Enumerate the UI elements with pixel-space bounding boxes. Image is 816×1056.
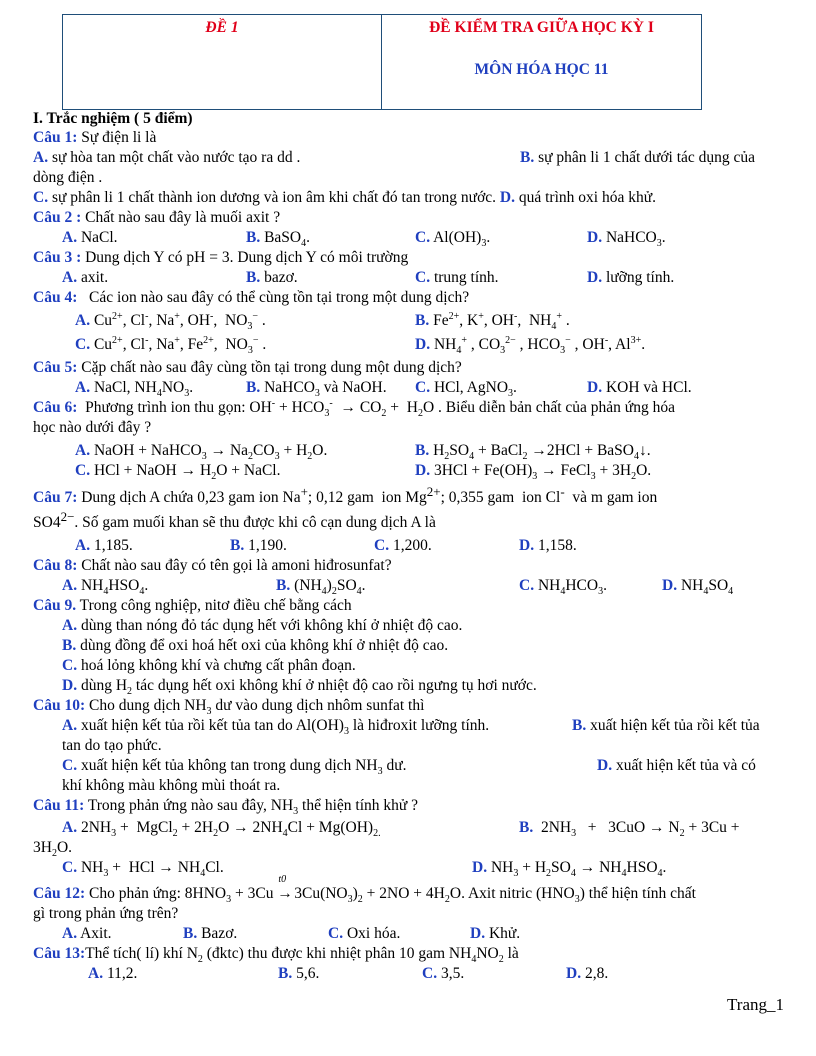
q5-option-d: D. KOH và HCl. xyxy=(587,379,692,396)
q10-option-c: C. xuất hiện kết tủa không tan trong dung dịch $NH_3$ dư. xyxy=(62,757,407,778)
section-title: I. Trắc nghiệm ( 5 điểm) xyxy=(33,110,193,127)
exam-code: ĐỀ 1 xyxy=(205,19,239,36)
header-left-cell xyxy=(63,15,382,109)
q11-option-d: D. $NH_3 + H_2SO_4 \to NH_4HSO_4$. xyxy=(472,859,667,880)
question-2: Câu 2 : Chất nào sau đây là muối axit ? xyxy=(33,209,281,226)
q2-option-a: A. NaCl. xyxy=(62,229,118,246)
question-3: Câu 3 : Dung dịch Y có pH = 3. Dung dịch Y có môi trường xyxy=(33,249,409,266)
q9-option-d: D. dùng $H_2$ tác dụng hết oxi không khí ở nhiệt độ cao rồi ngưng tụ hơi nước. xyxy=(62,677,537,698)
q1-option-c: C. sự phân li 1 chất thành ion dương và ion âm khi chất đó tan trong nước. D. quá trình oxi hóa khử. xyxy=(33,189,656,206)
q3-option-c: C. trung tính. xyxy=(415,269,499,286)
q4-option-a: A. $Cu^{2+}$, Cl-, Na+, OH-, $NO_3^-$ . xyxy=(75,310,266,333)
q8-option-d: D. $NH_4SO_4$ xyxy=(662,577,734,598)
q10-option-b-cont: tan do tạo phức. xyxy=(62,737,162,754)
q6-option-d: D. $3HCl + Fe(OH)_3$ → FeCl$_3$ + $3H_2O$. xyxy=(415,462,652,483)
exam-header xyxy=(62,14,702,110)
q9-option-c: C. hoá lỏng không khí và chưng cất phân đoạn. xyxy=(62,657,356,674)
q5-option-a: A. NaCl, $NH_4NO_3$. xyxy=(75,379,194,400)
q4-option-d: D. $NH_4^+$ , $CO_3^{2-}$ , $HCO_3^-$ , OH-, $Al^{3+}$. xyxy=(415,334,646,357)
q7-option-b: B. 1,190. xyxy=(230,537,287,554)
q12-option-d: D. Khử. xyxy=(470,925,521,942)
question-4: Câu 4: Các ion nào sau đây có thể cùng tồn tại trong một dung dịch? xyxy=(33,289,470,306)
q6-question-cont: học nào dưới đây ? xyxy=(33,419,152,436)
q3-option-b: B. bazơ. xyxy=(246,269,298,286)
subject-title: MÔN HÓA HỌC 11 xyxy=(474,60,609,78)
q1-option-b: B. sự phân li 1 chất dưới tác dụng của xyxy=(520,149,756,166)
q6-option-b: B. $H_2SO_4$ + BaCl$_2$ →2HCl + BaSO$_4$↓. xyxy=(415,442,651,463)
q13-option-b: B. 5,6. xyxy=(278,965,320,982)
q5-option-c: C. HCl, AgNO$_3$. xyxy=(415,379,517,400)
q10-option-d-cont: khí không màu không mùi thoát ra. xyxy=(62,777,281,794)
q2-option-c: C. $Al(OH)_3$. xyxy=(415,229,491,250)
q11-option-b: B. $2NH_3 + 3CuO \to N_2 + 3Cu$ + xyxy=(519,819,740,840)
question-10: Câu 10: Cho dung dịch $NH_3$ dư vào dung dịch nhôm sunfat thì xyxy=(33,697,425,718)
question-12: Câu 12: Cho phản ứng: $8HNO_3 + 3Cu$ t0 → $3Cu(NO_3)_2 + 2NO + 4H_2O$. Axit nitric $(HNO_3)$ thể hiện tính chất xyxy=(33,874,696,906)
question-11: Câu 11: Trong phản ứng nào sau đây, $NH_3$ thể hiện tính khử ? xyxy=(33,797,419,818)
q10-option-a: A. xuất hiện kết tủa rồi kết tủa tan do $Al(OH)_3$ là hiđroxit lưỡng tính. xyxy=(62,717,490,738)
question-8: Câu 8: Chất nào sau đây có tên gọi là amoni hiđrosunfat? xyxy=(33,557,392,574)
q12-option-a: A. Axit. xyxy=(62,925,112,942)
q13-option-c: C. 3,5. xyxy=(422,965,465,982)
q7-question-cont: $SO4^{2-}$. Số gam muối khan sẽ thu được khi cô cạn dung dịch A là xyxy=(33,508,436,531)
q9-option-a: A. dùng than nóng đỏ tác dụng hết với không khí ở nhiệt độ cao. xyxy=(62,617,463,634)
q11-option-b-cont: $3H_2O$. xyxy=(33,839,73,860)
exam-title: ĐỀ KIỂM TRA GIỮA HỌC KỲ I xyxy=(429,19,654,36)
q4-option-c: C. $Cu^{2+}$, Cl-, Na+, $Fe^{2+}$, $NO_3^-$ . xyxy=(75,334,267,357)
q5-option-b: B. NaHCO$_3$ và NaOH. xyxy=(246,379,387,400)
header-right-cell xyxy=(382,15,701,109)
question-7: Câu 7: Dung dịch A chứa 0,23 gam ion Na+; 0,12 gam ion $Mg^{2+}$; 0,355 gam ion Cl- và m gam ion xyxy=(33,483,658,506)
question-9: Câu 9. Trong công nghiệp, nitơ điều chế bằng cách xyxy=(33,597,352,614)
q7-option-a: A. 1,185. xyxy=(75,537,133,554)
q11-option-c: C. $NH_3$ + HCl → $NH_4Cl$. xyxy=(62,859,224,880)
q8-option-b: B. $(NH_4)_2SO_4$. xyxy=(276,577,366,598)
q12-option-c: C. Oxi hóa. xyxy=(328,925,401,942)
question-13: Câu 13:Thể tích( lí) khí $N_2$ (đktc) thu được khi nhiệt phân 10 gam $NH_4NO_2$ là xyxy=(33,945,519,966)
q6-option-a: A. NaOH + NaHCO$_3$ → $Na_2CO_3 + H_2O$. xyxy=(75,442,328,463)
question-1: Câu 1: Sự điện li là xyxy=(33,129,157,146)
q12-question-cont: gì trong phản ứng trên? xyxy=(33,905,179,922)
q4-option-b: B. $Fe^{2+}$, K+, OH-, $NH_4^+$ . xyxy=(415,310,570,333)
q10-option-b: B. xuất hiện kết tủa rồi kết tủa xyxy=(572,717,760,734)
q11-option-a: A. $2NH_3$ + MgCl$_2$ + $2H_2O \to 2NH_4Cl + Mg(OH)_{2.}$ xyxy=(62,819,381,840)
q13-option-d: D. 2,8. xyxy=(566,965,609,982)
question-5: Câu 5: Cặp chất nào sau đây cùng tồn tại trong dung một dung dịch? xyxy=(33,359,462,376)
q7-option-d: D. 1,158. xyxy=(519,537,577,554)
question-6: Câu 6: Phương trình ion thu gọn: $OH^- + HCO_3^- \to CO_2 + H_2O$ . Biểu diễn bản chất của phản ứng hóa xyxy=(33,397,675,420)
q8-option-a: A. $NH_4HSO_4$. xyxy=(62,577,149,598)
q7-option-c: C. 1,200. xyxy=(374,537,432,554)
q1-option-b-cont: dòng điện . xyxy=(33,169,103,186)
q1-option-a: A. sự hòa tan một chất vào nước tạo ra dd . xyxy=(33,149,301,166)
q3-option-d: D. lưỡng tính. xyxy=(587,269,675,286)
q9-option-b: B. dùng đồng để oxi hoá hết oxi của không khí ở nhiệt độ cao. xyxy=(62,637,449,654)
q2-option-d: D. NaHCO$_3$. xyxy=(587,229,666,250)
q13-option-a: A. 11,2. xyxy=(88,965,138,982)
q6-option-c: C. HCl + NaOH → $H_2O$ + NaCl. xyxy=(75,462,281,483)
q8-option-c: C. $NH_4HCO_3$. xyxy=(519,577,607,598)
q10-option-d: D. xuất hiện kết tủa và có xyxy=(597,757,756,774)
q12-option-b: B. Bazơ. xyxy=(183,925,238,942)
page-number: Trang_1 xyxy=(727,995,784,1014)
q3-option-a: A. axit. xyxy=(62,269,109,286)
q2-option-b: B. BaSO$_4$. xyxy=(246,229,311,250)
